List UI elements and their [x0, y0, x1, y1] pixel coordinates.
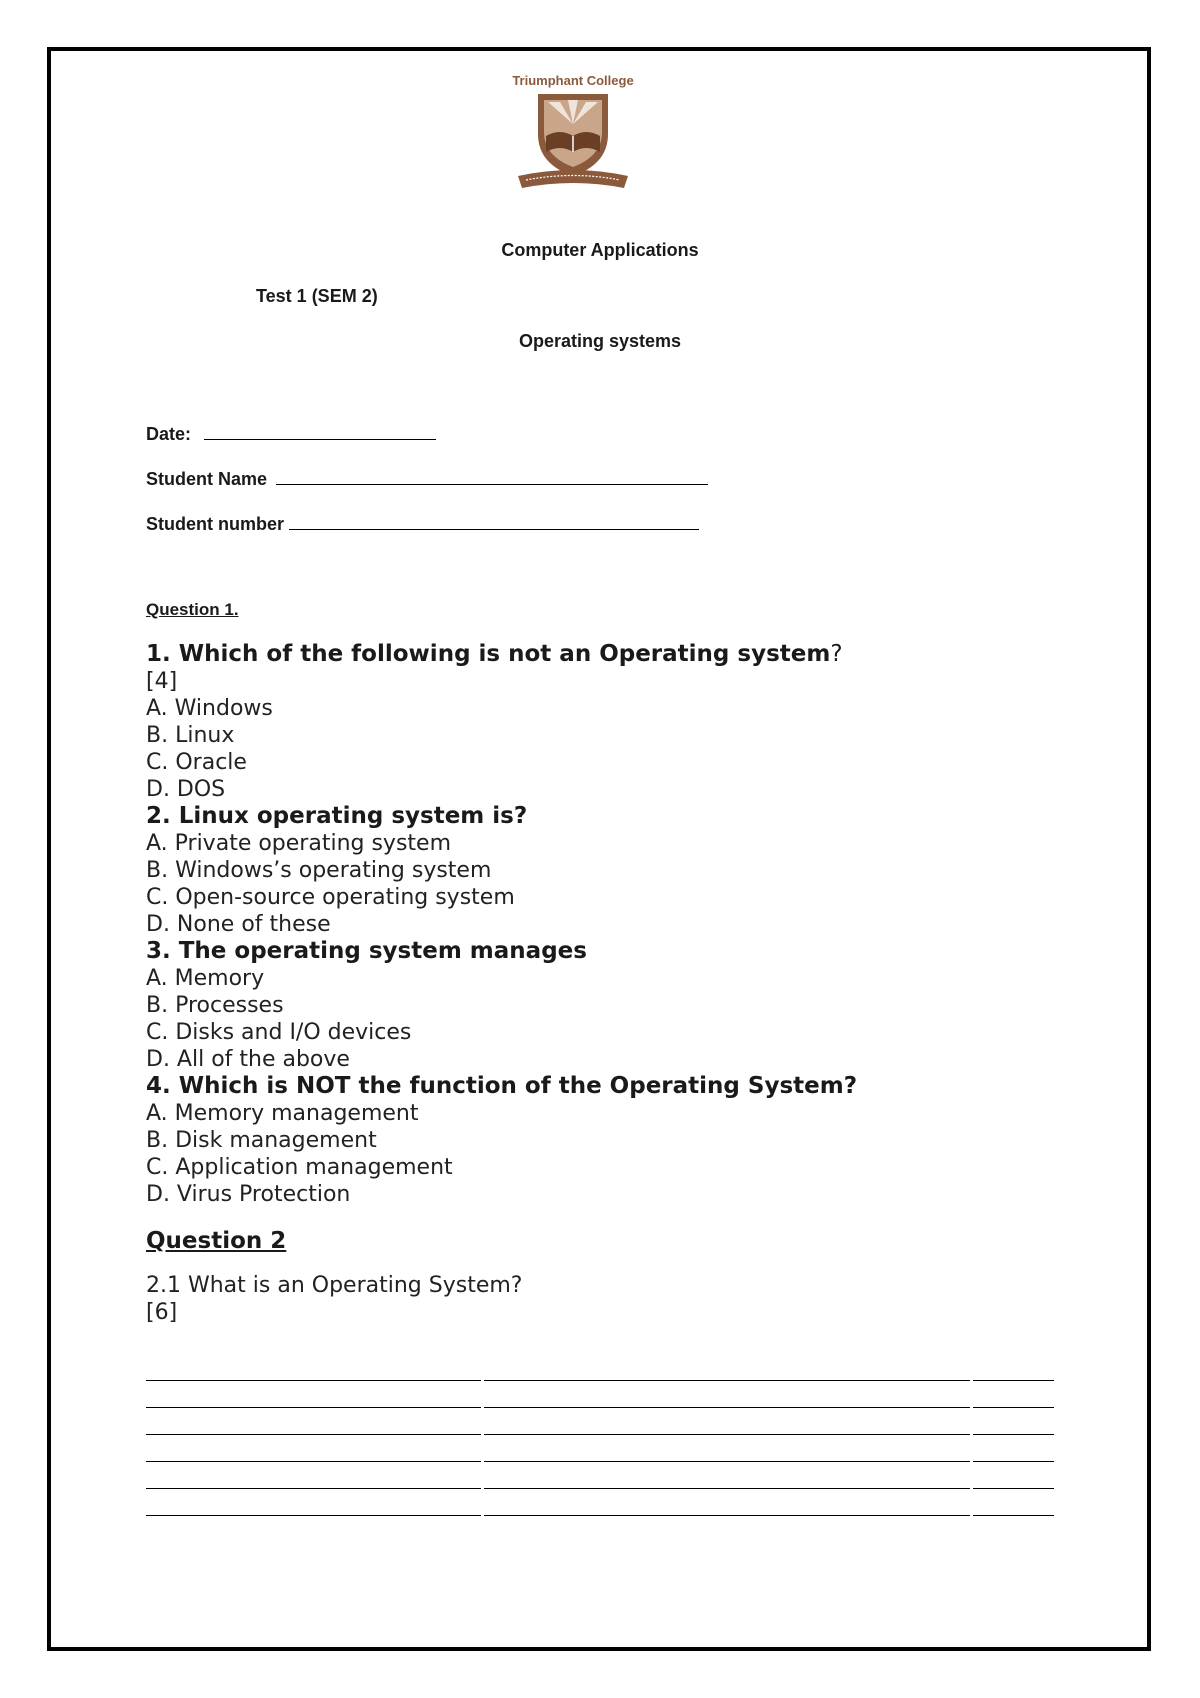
q3-option-a[interactable]: A. Memory [146, 966, 265, 991]
q2-1-prompt: 2.1 What is an Operating System? [146, 1273, 523, 1298]
q1-marks: [4] [146, 669, 178, 694]
q1-option-c[interactable]: C. Oracle [146, 750, 247, 775]
q1-option-b[interactable]: B. Linux [146, 723, 235, 748]
college-crest-icon [508, 72, 638, 196]
q2-prompt [146, 803, 527, 830]
q2-1-marks: [6] [146, 1300, 178, 1325]
test-title: Test 1 (SEM 2) [256, 286, 378, 306]
q4-prompt-text: 4. Which is NOT the function of the Operating System? [146, 1073, 858, 1099]
logo-title: Triumphant College [512, 73, 634, 88]
q2-option-c[interactable]: C. Open-source operating system [146, 885, 515, 910]
q3-prompt-text: 3. The operating system manages [146, 938, 587, 964]
q1-prompt-text: 1. Which of the following is not an Operating system [146, 641, 831, 667]
student-name-input-line[interactable] [276, 466, 708, 485]
q1-prompt-end: ? [830, 641, 843, 667]
topic-title: Operating systems [518, 331, 682, 351]
q3-option-b[interactable]: B. Processes [146, 993, 284, 1018]
question-2-heading: Question 2 [146, 1228, 287, 1254]
student-name-field[interactable] [146, 466, 708, 490]
date-field[interactable] [146, 421, 436, 445]
date-input-line[interactable] [204, 421, 436, 440]
q2-prompt-text: 2. Linux operating system is? [146, 803, 528, 829]
q1-option-a[interactable]: A. Windows [146, 696, 273, 721]
q4-prompt [146, 1073, 857, 1100]
q4-option-c[interactable]: C. Application management [146, 1155, 453, 1180]
student-number-input-line[interactable] [289, 511, 699, 530]
student-number-field[interactable] [146, 511, 699, 535]
date-label: Date: [146, 424, 192, 444]
q3-option-c[interactable]: C. Disks and I/O devices [146, 1020, 412, 1045]
college-logo [508, 72, 638, 196]
question-1-heading: Question 1. [146, 600, 239, 619]
q1-option-d[interactable]: D. DOS [146, 777, 226, 802]
q3-option-d[interactable]: D. All of the above [146, 1047, 350, 1072]
q2-option-d[interactable]: D. None of these [146, 912, 331, 937]
course-title: Computer Applications [501, 240, 699, 260]
student-name-label: Student Name [146, 469, 268, 489]
student-number-label: Student number [146, 514, 284, 534]
q4-option-d[interactable]: D. Virus Protection [146, 1182, 351, 1207]
q3-prompt [146, 938, 587, 965]
q2-option-b[interactable]: B. Windows’s operating system [146, 858, 492, 883]
q4-option-a[interactable]: A. Memory management [146, 1101, 419, 1126]
q2-option-a[interactable]: A. Private operating system [146, 831, 452, 856]
q1-prompt [146, 641, 843, 668]
q4-option-b[interactable]: B. Disk management [146, 1128, 377, 1153]
